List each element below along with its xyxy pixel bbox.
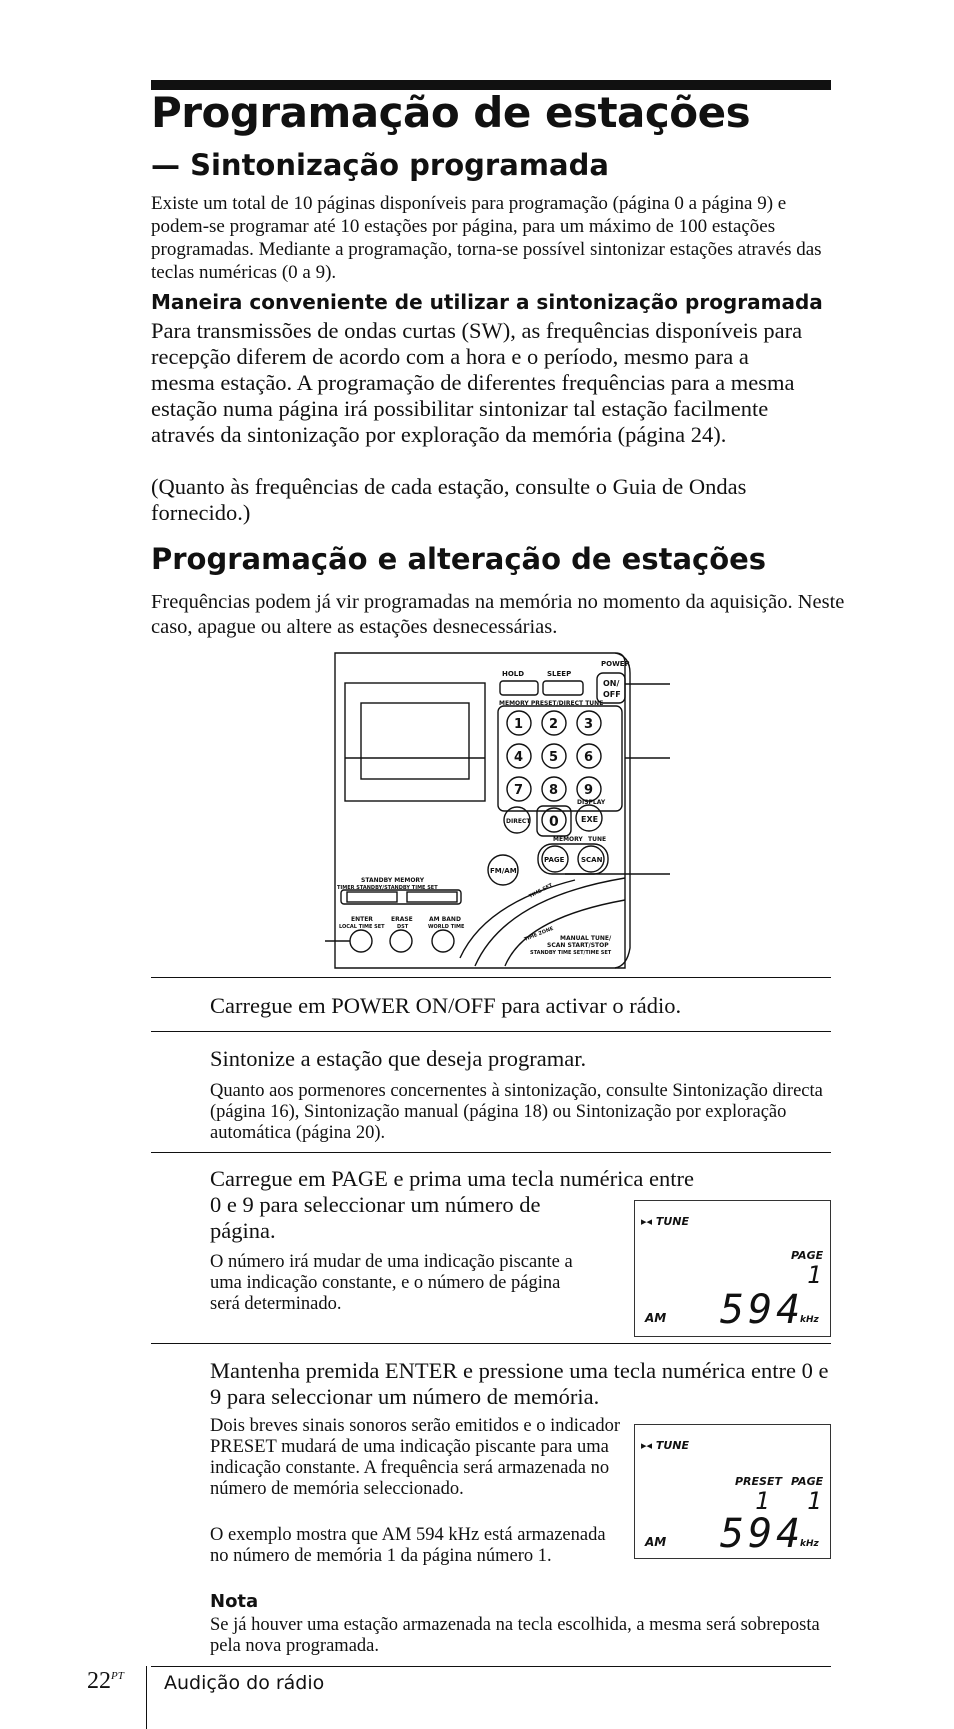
step-3-text-line1: Carregue em PAGE e prima uma tecla numérica entre — [210, 1166, 694, 1191]
step-2-detail: Quanto aos pormenores concernentes à sintonização, consulte Sintonização directa (página 16), Sintonização manual (página 18) ou Sintonização por exploração automática (página 20). — [210, 1081, 823, 1143]
local-time-label: LOCAL TIME SET — [339, 924, 385, 930]
intro-paragraph: Existe um total de 10 páginas disponíveis para programação (página 0 a página 9) e podem-se programar até 10 estações por página, para um máximo de 100 estações programadas. Mediante a programação, torna-se possível sintonizar estações através das teclas numéricas (0 a 9). — [151, 193, 822, 283]
key-8: 8 — [549, 783, 559, 798]
enter-label: ENTER — [351, 916, 373, 923]
radio-illustration — [325, 648, 670, 973]
key-0: 0 — [549, 814, 559, 830]
key-2: 2 — [549, 717, 559, 732]
off-label: OFF — [603, 690, 621, 699]
key-5: 5 — [549, 750, 559, 765]
step-divider — [151, 1343, 831, 1344]
key-3: 3 — [584, 717, 594, 732]
scan-key-label: SCAN — [581, 856, 603, 864]
step-divider — [151, 1152, 831, 1153]
footer-divider — [146, 1666, 147, 1729]
manual-tune-label: MANUAL TUNE/ — [560, 935, 612, 942]
convenient-paragraph: Para transmissões de ondas curtas (SW), as frequências disponíveis para recepção diferem de acordo com a hora e o período, mesmo para a mesma estação. A programação de diferentes frequências para a mesma estação numa página irá possibilitar sintonizar tal estação facilmente através da sintonização por exploração da memória (página 24). — [151, 318, 803, 447]
step-4-text: Mantenha premida ENTER e pressione uma tecla numérica entre 0 e 9 para seleccionar um número de memória. — [210, 1358, 829, 1409]
exe-label: EXE — [581, 815, 599, 824]
on-label: ON/ — [603, 679, 620, 688]
step-divider — [151, 1031, 831, 1032]
step-2-text: Sintonize a estação que deseja programar. — [210, 1046, 587, 1071]
memory-preset-label: MEMORY PRESET/DIRECT TUNE — [499, 700, 604, 707]
step-3-text-line2: 0 e 9 para seleccionar um número de — [210, 1192, 541, 1217]
tune-indicator: ▸◂ TUNE — [641, 1215, 690, 1228]
frequency-readout: 594 — [720, 1287, 805, 1333]
key-7: 7 — [514, 783, 524, 798]
erase-label: ERASE — [391, 916, 413, 923]
am-band-label: AM BAND — [429, 916, 461, 923]
lcd-display-page — [634, 1200, 831, 1337]
frequency-unit: kHz — [800, 1315, 819, 1325]
scan-start-label: SCAN START/STOP — [547, 942, 609, 949]
page-indicator-label: PAGE — [791, 1249, 824, 1262]
frequency-unit: kHz — [800, 1539, 819, 1549]
standby-memory-label: STANDBY MEMORY — [361, 877, 425, 884]
step-4-example: O exemplo mostra que AM 594 kHz está armazenada no número de memória 1 da página número 1. — [210, 1525, 606, 1566]
hold-label: HOLD — [502, 670, 525, 678]
lcd-display-preset — [634, 1424, 831, 1559]
tune-indicator: ▸◂ TUNE — [641, 1439, 690, 1452]
band-indicator: AM — [645, 1311, 667, 1325]
dst-label: DST — [397, 924, 409, 930]
timer-line-label: TIMER STANDBY/STANDBY TIME SET — [337, 885, 438, 891]
power-label: POWER — [601, 660, 630, 668]
direct-label: DIRECT — [506, 818, 531, 825]
key-1: 1 — [514, 717, 524, 732]
memory-label: MEMORY — [553, 836, 583, 843]
fmam-label: FM/AM — [490, 867, 517, 875]
tune-label: TUNE — [588, 836, 607, 843]
standby-time-label: STANDBY TIME SET/TIME SET — [530, 950, 612, 956]
step-3-text-line3: página. — [210, 1218, 276, 1243]
note-heading: Nota — [210, 1591, 259, 1612]
time-set-label: TIME SET — [528, 882, 554, 900]
note-text: Se já houver uma estação armazenada na tecla escolhida, a mesma será sobreposta pela nova programada. — [210, 1615, 820, 1656]
page-indicator-value: 1 — [807, 1487, 822, 1515]
key-4: 4 — [514, 750, 524, 765]
time-zone-label: TIME ZONE — [523, 925, 555, 943]
step-4-detail: Dois breves sinais sonoros serão emitidos e o indicador PRESET mudará de uma indicação piscante para uma indicação constante. A frequência será armazenada no número de memória seleccionado. — [210, 1416, 621, 1499]
preset-indicator-label: PRESET — [735, 1475, 782, 1488]
convenient-heading: Maneira conveniente de utilizar a sintonização programada — [151, 290, 823, 314]
band-indicator: AM — [645, 1535, 667, 1549]
key-9: 9 — [584, 783, 594, 798]
page-indicator-label: PAGE — [791, 1475, 824, 1488]
sleep-label: SLEEP — [547, 670, 572, 678]
page-key-label: PAGE — [544, 856, 565, 864]
step-1-text: Carregue em POWER ON/OFF para activar o rádio. — [210, 993, 682, 1018]
page-indicator-value: 1 — [807, 1261, 822, 1289]
footer-section-title: Audição do rádio — [164, 1672, 325, 1694]
preset-indicator-value: 1 — [755, 1487, 770, 1515]
key-6: 6 — [584, 750, 594, 765]
display-label: DISPLAY — [577, 799, 606, 806]
step-3-detail: O número irá mudar de uma indicação piscante a uma indicação constante, e o número de página será determinado. — [210, 1252, 573, 1314]
footer-rule — [151, 1666, 831, 1667]
step-divider — [151, 977, 831, 978]
section-paragraph: Frequências podem já vir programadas na memória no momento da aquisição. Neste caso, apague ou altere as estações desnecessárias. — [151, 591, 845, 638]
convenient-note: (Quanto às frequências de cada estação, consulte o Guia de Ondas fornecido.) — [151, 474, 747, 525]
frequency-readout: 594 — [720, 1511, 805, 1557]
world-time-label: WORLD TIME — [428, 924, 465, 930]
section-heading: Programação e alteração de estações — [151, 542, 767, 576]
page-number: $22^{PT}$ — [87, 1668, 124, 1694]
page-subtitle: — Sintonização programada — [151, 148, 609, 182]
page-title: Programação de estações — [151, 88, 751, 137]
